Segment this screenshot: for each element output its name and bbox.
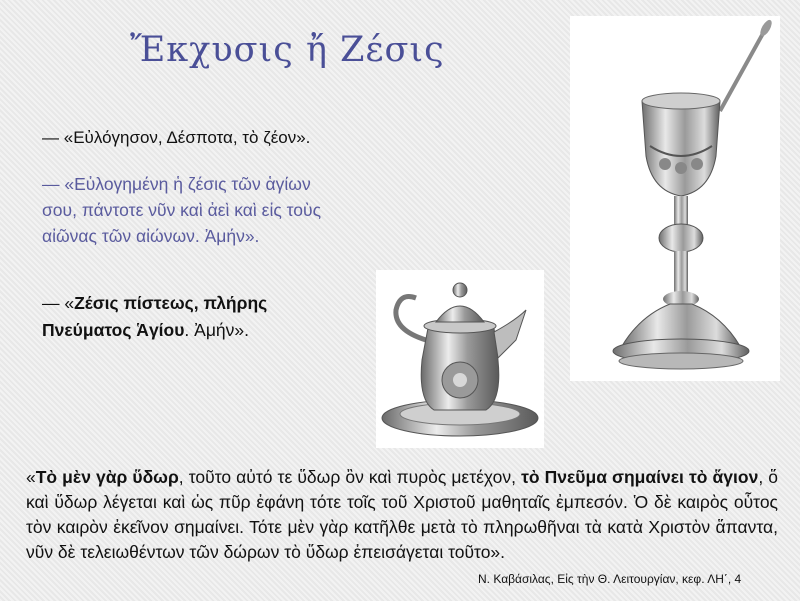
dash: — [42, 128, 64, 147]
blessing-text: — «Εὐλογημένη ἡ ζέσις τῶν ἁγίων σου, πάντοτε νῦν καὶ ἀεὶ καὶ εἰς τοὺς αἰῶνας τῶν αἰώνων. Ἀμήν». [42, 174, 322, 246]
priest-request-text: «Εὐλόγησον, Δέσποτα, τὸ ζέον». [63, 128, 311, 147]
zeon-formula-suffix: . Ἀμήν». [184, 320, 249, 340]
chalice-illustration [570, 16, 780, 381]
jug-photo [376, 270, 544, 448]
quote-bold-spirit: τὸ Πνεῦμα σημαίνει τὸ ἅγιον [521, 467, 759, 487]
zeon-formula [42, 290, 342, 344]
quote-bold-water: Τὸ μὲν γὰρ ὕδωρ [35, 467, 179, 487]
cabasilas-quote [26, 465, 778, 565]
chalice-photo [570, 16, 780, 381]
quote-text-2: , ὅ καὶ ὕδωρ λέγεται καὶ ὡς πῦρ ἐφάνη τότε τοῖς τοῦ Χριστοῦ μαθηταῖς ἐμπεσόν. Ὁ δὲ καιρὸς οὗτος τὸν καιρὸν ἐκεῖνον σημαίνει. Τότε μὲν γὰρ κατῆλθε μετὰ τὸ πληρωθῆναι τὰ κατὰ Χριστὸν ἅπαντα, νῦν δὲ τελειωθέντων τῶν δώρων τὸ ὕδωρ ἐπεισάγεται τοῦτο». [26, 467, 778, 562]
jug-illustration [376, 270, 544, 448]
page-title: Ἔκχυσις ἤ Ζέσις [130, 30, 445, 70]
quote-text-1: , τοῦτο αὐτό τε ὕδωρ ὂν καὶ πυρὸς μετέχον, [178, 467, 522, 487]
citation: Ν. Καβάσιλας, Εἰς τὴν Θ. Λειτουργίαν, κεφ. ΛΗ΄, 4 [478, 572, 742, 586]
zeon-formula-prefix: — « [42, 293, 75, 313]
zeon-formula-bold: Ζέσις πίστεως, πλήρης Πνεύματος Ἁγίου [42, 293, 268, 340]
quote-open: « [26, 467, 36, 487]
priest-request [42, 128, 310, 148]
